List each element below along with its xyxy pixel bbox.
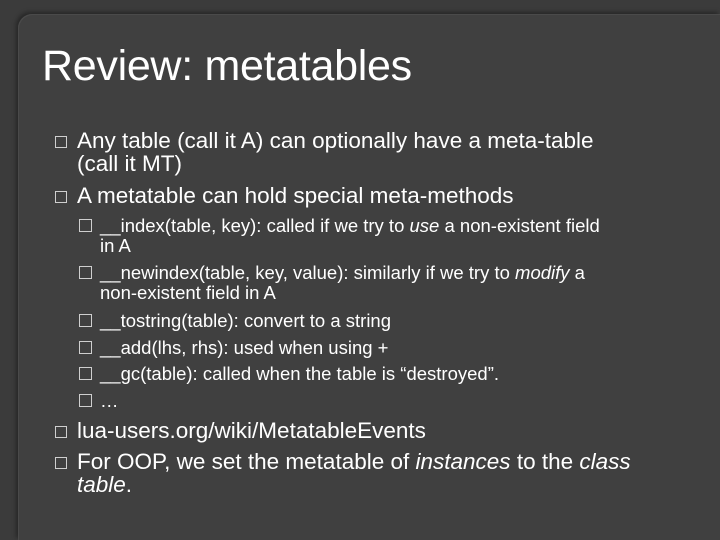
bullet-meta-methods [77,184,637,207]
sub-bullet-gc [100,364,600,384]
text-run: Any table (call it A) can optionally have a meta-table (call it MT) [77,128,594,176]
bullet-lua-users-link [77,419,637,442]
square-bullet-icon [55,426,67,438]
sub-bullet-newindex [100,263,600,303]
square-bullet-icon [55,457,67,469]
bullet-text [77,450,637,496]
sub-bullet-ellipsis [100,391,600,411]
bullet-text [100,364,600,384]
sub-bullet-add [100,338,600,358]
bullet-oop-metatable [77,450,637,496]
bullet-metatable-optional [77,129,637,175]
sub-bullet-tostring [100,311,600,331]
emphasis-text: class table [77,449,631,497]
square-bullet-icon [55,136,67,148]
bullet-text [100,311,600,331]
text-run: … [100,390,119,411]
text-run: a non-existent field in A [100,215,600,256]
text-run: lua-users.org/wiki/MetatableEvents [77,418,426,443]
square-bullet-icon [79,266,92,279]
square-bullet-icon [79,314,92,327]
text-run: __tostring(table): convert to a string [100,310,392,331]
text-run: . [125,472,133,497]
bullet-text [100,263,600,303]
bullet-text [100,338,600,358]
text-run: to the [510,449,580,474]
emphasis-text: use [409,215,440,236]
square-bullet-icon [79,367,92,380]
emphasis-text: modify [515,262,570,283]
text-run: __add(lhs, rhs): used when using + [100,337,389,358]
text-run: __index(table, key): called if we try to [100,215,410,236]
bullet-text [100,391,600,411]
square-bullet-icon [55,191,67,203]
bullet-text [77,184,637,207]
slide-title: Review: metatables [42,42,412,90]
text-run: For OOP, we set the metatable of [77,449,416,474]
sub-bullet-index [100,216,600,256]
square-bullet-icon [79,219,92,232]
bullet-text [77,419,637,442]
bullet-text [100,216,600,256]
text-run: A metatable can hold special meta-methods [77,183,514,208]
emphasis-text: instances [415,449,511,474]
text-run: __gc(table): called when the table is “destroyed”. [100,363,499,384]
text-run: __newindex(table, key, value): similarly if we try to [100,262,516,283]
bullet-text [77,129,637,175]
text-run: a non-existent field in A [100,262,585,303]
square-bullet-icon [79,394,92,407]
square-bullet-icon [79,341,92,354]
